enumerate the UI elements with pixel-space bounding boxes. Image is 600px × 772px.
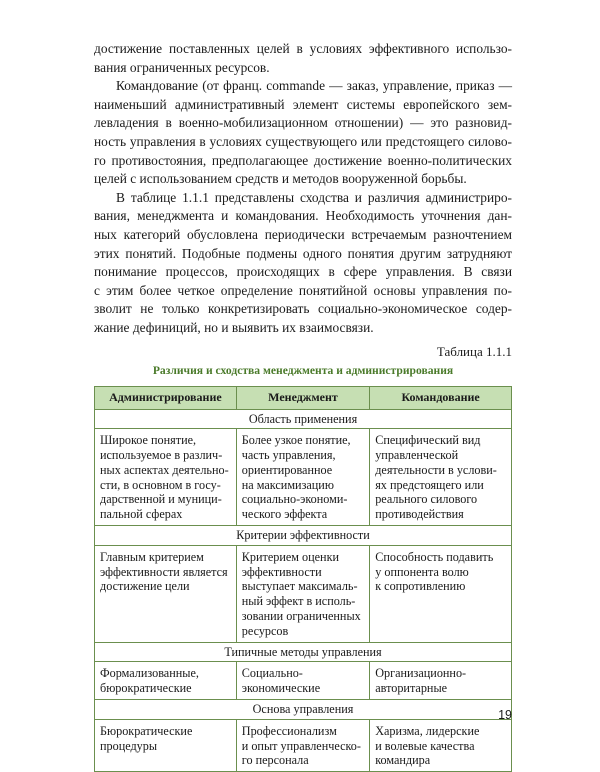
cell-line: выступает максималь- bbox=[242, 579, 364, 594]
table-cell bbox=[370, 719, 512, 771]
table-cell bbox=[95, 662, 237, 700]
cell-line: Более узкое понятие, bbox=[242, 433, 364, 448]
table-cell bbox=[370, 429, 512, 526]
text-line: ность управления в условиях существующего или предстоящего силово- bbox=[94, 133, 512, 152]
cell-line: Критерием оценки bbox=[242, 550, 364, 565]
cell-line: используемое в различ- bbox=[100, 448, 231, 463]
comparison-table bbox=[94, 386, 512, 772]
cell-line: на максимизацию bbox=[242, 478, 364, 493]
text-line: вания, менеджмента и командования. Необходимость уточнения дан- bbox=[94, 207, 512, 226]
cell-line: Социально- bbox=[242, 666, 364, 681]
table-caption: Таблица 1.1.1 bbox=[94, 344, 512, 360]
table-title: Различия и сходства менеджмента и администрирования bbox=[94, 364, 512, 377]
table-cell bbox=[370, 545, 512, 642]
cell-line: Формализованные, bbox=[100, 666, 231, 681]
cell-line: Широкое понятие, bbox=[100, 433, 231, 448]
cell-line: эффективности bbox=[242, 565, 364, 580]
text-line: В таблице 1.1.1 представлены сходства и различия администриро- bbox=[94, 189, 512, 208]
text-line: наименьший административный элемент системы европейского зем- bbox=[94, 96, 512, 115]
page-content bbox=[94, 40, 512, 772]
cell-line: ный эффект в исполь- bbox=[242, 594, 364, 609]
table-cell bbox=[236, 545, 369, 642]
cell-line: у оппонента волю bbox=[375, 565, 506, 580]
text-line: го противостояния, предполагающее достижение военно-политических bbox=[94, 152, 512, 171]
cell-line: достижение цели bbox=[100, 579, 231, 594]
cell-line: управленческой bbox=[375, 448, 506, 463]
cell-line: ных аспектах деятельно- bbox=[100, 463, 231, 478]
cell-line: авторитарные bbox=[375, 681, 506, 696]
table-cell bbox=[95, 719, 237, 771]
cell-line: ориентированное bbox=[242, 463, 364, 478]
header-command: Командование bbox=[370, 386, 512, 409]
header-management: Менеджмент bbox=[236, 386, 369, 409]
cell-line: к сопротивлению bbox=[375, 579, 506, 594]
section-row bbox=[95, 526, 512, 546]
table-cell bbox=[95, 545, 237, 642]
text-line: целей с использованием средств и методов вооруженной борьбы. bbox=[94, 170, 512, 189]
paragraph-1 bbox=[94, 40, 512, 77]
table-cell bbox=[236, 662, 369, 700]
text-line: жание дефиниций, но и выявить их взаимосвязи. bbox=[94, 319, 512, 338]
table-row bbox=[95, 662, 512, 700]
cell-line: ческого эффекта bbox=[242, 507, 364, 522]
cell-line: реального силового bbox=[375, 492, 506, 507]
cell-line: го персонала bbox=[242, 753, 364, 768]
cell-line: эффективности является bbox=[100, 565, 231, 580]
header-administration: Администрирование bbox=[95, 386, 237, 409]
table-cell bbox=[236, 429, 369, 526]
cell-line: процедуры bbox=[100, 739, 231, 754]
cell-line: Профессионализм bbox=[242, 724, 364, 739]
text-line: вания ограниченных ресурсов. bbox=[94, 59, 512, 78]
section-title: Основа управления bbox=[95, 700, 512, 720]
text-line: понимание процессов, происходящих в сфере управления. В связи bbox=[94, 263, 512, 282]
table-cell bbox=[236, 719, 369, 771]
cell-line: экономические bbox=[242, 681, 364, 696]
cell-line: ресурсов bbox=[242, 624, 364, 639]
cell-line: социально-экономи- bbox=[242, 492, 364, 507]
section-row bbox=[95, 409, 512, 429]
cell-line: бюрократические bbox=[100, 681, 231, 696]
table-row bbox=[95, 545, 512, 642]
table-row bbox=[95, 429, 512, 526]
cell-line: дарственной и муници- bbox=[100, 492, 231, 507]
cell-line: пальной сферах bbox=[100, 507, 231, 522]
table-header-row bbox=[95, 386, 512, 409]
cell-line: и волевые качества bbox=[375, 739, 506, 754]
text-line: достижение поставленных целей в условиях эффективного использо- bbox=[94, 40, 512, 59]
cell-line: и опыт управленческо- bbox=[242, 739, 364, 754]
section-row bbox=[95, 700, 512, 720]
text-line: ных категорий обусловлена периодически встречаемым разночтением bbox=[94, 226, 512, 245]
cell-line: ях предстоящего или bbox=[375, 478, 506, 493]
cell-line: Бюрократические bbox=[100, 724, 231, 739]
text-line: левладения в военно-мобилизационном отношении) — это разновид- bbox=[94, 114, 512, 133]
cell-line: часть управления, bbox=[242, 448, 364, 463]
page-number: 19 bbox=[498, 708, 512, 722]
table-row bbox=[95, 719, 512, 771]
section-title: Критерии эффективности bbox=[95, 526, 512, 546]
cell-line: деятельности в услови- bbox=[375, 463, 506, 478]
text-line: этих понятий. Подобные подмены одного понятия другим затрудняют bbox=[94, 245, 512, 264]
cell-line: Способность подавить bbox=[375, 550, 506, 565]
text-line: Командование (от франц. commande — заказ, управление, приказ — bbox=[94, 77, 512, 96]
cell-line: противодействия bbox=[375, 507, 506, 522]
cell-line: сти, в основном в госу- bbox=[100, 478, 231, 493]
table-cell bbox=[370, 662, 512, 700]
cell-line: Организационно- bbox=[375, 666, 506, 681]
table-cell bbox=[95, 429, 237, 526]
paragraph-3 bbox=[94, 189, 512, 338]
section-row bbox=[95, 642, 512, 662]
cell-line: командира bbox=[375, 753, 506, 768]
cell-line: Специфический вид bbox=[375, 433, 506, 448]
text-line: зволит не только конкретизировать социально-экономическое содер- bbox=[94, 300, 512, 319]
paragraph-2 bbox=[94, 77, 512, 189]
cell-line: зовании ограниченных bbox=[242, 609, 364, 624]
section-title: Область применения bbox=[95, 409, 512, 429]
section-title: Типичные методы управления bbox=[95, 642, 512, 662]
text-line: с этим более четкое определение понятийной основы управления по- bbox=[94, 282, 512, 301]
cell-line: Харизма, лидерские bbox=[375, 724, 506, 739]
cell-line: Главным критерием bbox=[100, 550, 231, 565]
